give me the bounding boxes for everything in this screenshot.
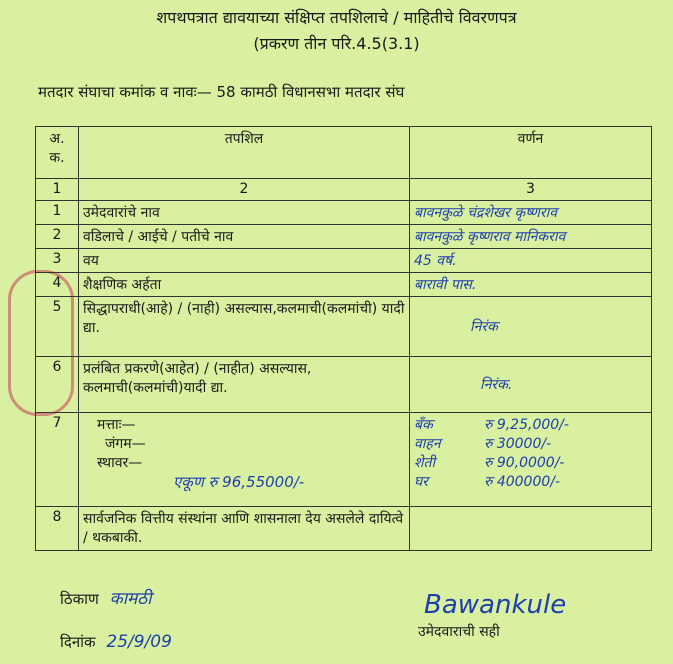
asset-entry: वाहन रु 30000/- xyxy=(414,436,552,452)
row-label: प्रलंबित प्रकरणे(आहेत) / (नाहीत) असल्यास, कलमाची(कलमांची)यादी द्या. xyxy=(79,357,410,413)
immovable-label: स्थावर— xyxy=(97,455,143,471)
row-value: निरंक. xyxy=(410,357,652,413)
row-label: उमेदवारांचे नाव xyxy=(79,201,410,225)
signature-caption: उमेदवाराची सही xyxy=(418,624,500,640)
signature: Bawankule xyxy=(424,590,567,620)
row-number: 7 xyxy=(36,413,79,507)
assets-list xyxy=(410,413,652,507)
date-label: दिनांक xyxy=(60,633,96,651)
row-number: 1 xyxy=(36,201,79,225)
table-row xyxy=(36,507,652,551)
movable-label: जंगम— xyxy=(105,436,146,452)
constituency-line: मतदार संघाचा कमांक व नावः— 58 कामठी विधानसभा मतदार संघ xyxy=(38,83,405,101)
assets-label: मत्ताः— xyxy=(97,417,136,433)
col-number: 3 xyxy=(410,179,652,201)
document-subtitle: (प्रकरण तीन परि.4.5(3.1) xyxy=(253,34,420,53)
row-label: वडिलाचे / आईचे / पतीचे नाव xyxy=(79,225,410,249)
row-label xyxy=(79,413,410,507)
row-value xyxy=(410,507,652,551)
row-value: बारावी पास. xyxy=(410,273,652,297)
assets-total: एकूण रु 96,55000/- xyxy=(173,473,305,491)
col-header-serial: अ. क. xyxy=(36,127,79,179)
asset-entry: शेती रु 90,0000/- xyxy=(414,455,565,471)
table-row xyxy=(36,357,652,413)
table-number-row xyxy=(36,179,652,201)
row-value: निरंक xyxy=(410,297,652,357)
table-row xyxy=(36,201,652,225)
table-row xyxy=(36,249,652,273)
row-number: 6 xyxy=(36,357,79,413)
col-header-details: तपशिल xyxy=(79,127,410,179)
asset-entry: बँक रु 9,25,000/- xyxy=(414,417,569,433)
col-header-description: वर्णन xyxy=(410,127,652,179)
row-number: 4 xyxy=(36,273,79,297)
table-header-row xyxy=(36,127,652,179)
row-value: बावनकुळे कृष्णराव मानिकराव xyxy=(410,225,652,249)
table-row xyxy=(36,273,652,297)
row-number: 2 xyxy=(36,225,79,249)
row-label: शैक्षणिक अर्हता xyxy=(79,273,410,297)
table-row xyxy=(36,297,652,357)
date-field xyxy=(60,632,172,652)
table-row xyxy=(36,225,652,249)
asset-entry: घर रु 400000/- xyxy=(414,474,561,490)
details-table xyxy=(35,126,652,551)
row-value: बावनकुळे चंद्रशेखर कृष्णराव xyxy=(410,201,652,225)
col-number: 2 xyxy=(79,179,410,201)
place-field xyxy=(60,586,152,609)
row-label: वय xyxy=(79,249,410,273)
row-number: 3 xyxy=(36,249,79,273)
document-title: शपथपत्रात द्यावयाच्या संक्षिप्त तपशिलाचे / माहितीचे विवरणपत्र xyxy=(156,8,517,27)
row-number: 5 xyxy=(36,297,79,357)
row-label: सार्वजनिक वित्तीय संस्थांना आणि शासनाला देय असलेले दायित्वे / थकबाकी. xyxy=(79,507,410,551)
date-value: 25/9/09 xyxy=(106,632,172,652)
col-number: 1 xyxy=(36,179,79,201)
row-value: 45 वर्ष. xyxy=(410,249,652,273)
row-label: सिद्धापराधी(आहे) / (नाही) असल्यास,कलमाची(कलमांची) यादी द्या. xyxy=(79,297,410,357)
row-number: 8 xyxy=(36,507,79,551)
place-value: कामठी xyxy=(109,589,152,609)
table-row xyxy=(36,413,652,507)
place-label: ठिकाण xyxy=(60,590,99,608)
